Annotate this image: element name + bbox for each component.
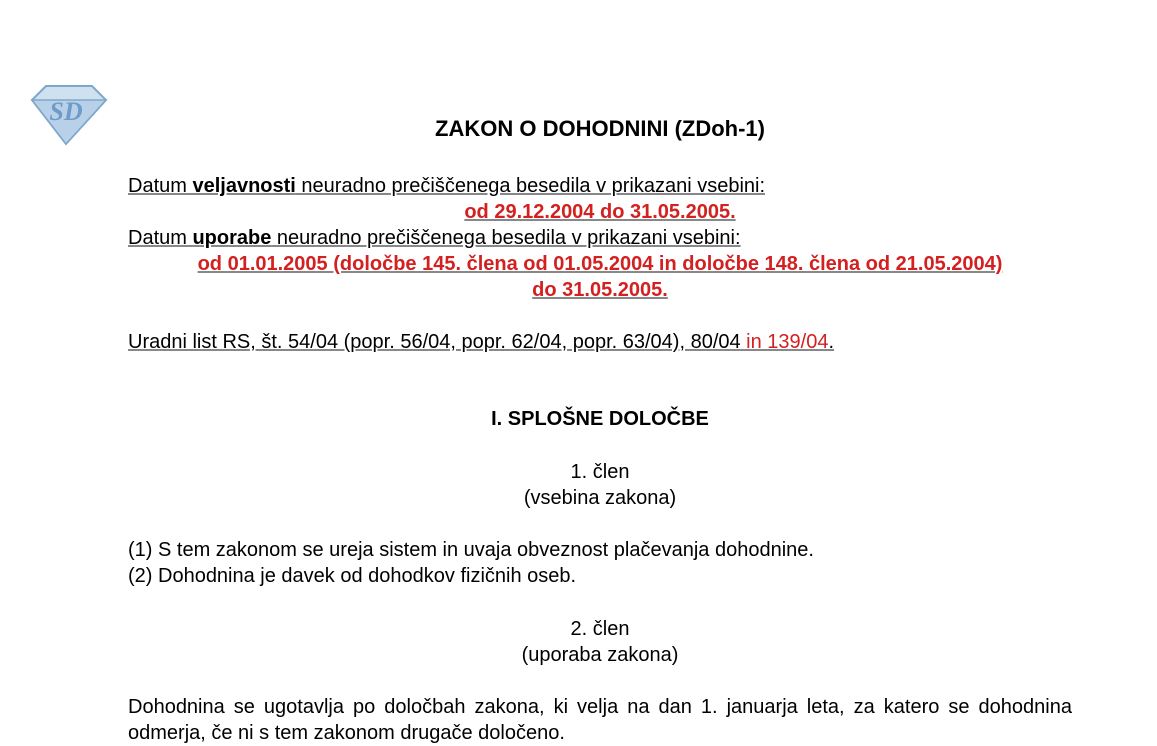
document-title: ZAKON O DOHODNINI (ZDoh-1) <box>435 116 765 141</box>
article1-paragraph1: (1) S tem zakonom se ureja sistem in uvaja obveznost plačevanja dohodnine. <box>128 539 814 561</box>
logo-text: SD <box>49 97 83 126</box>
validity-post: neuradno prečiščenega besedila v prikazani vsebini: <box>295 175 766 197</box>
article2-paragraph1: Dohodnina se ugotavlja po določbah zakona, ki velja na dan 1. januarja leta, za katero se dohodnina odmerja, če ni s tem zakonom drugače določeno. <box>128 696 1072 744</box>
gazette-line <box>128 329 834 355</box>
application-line <box>128 225 741 251</box>
section-heading: I. SPLOŠNE DOLOČBE <box>491 408 709 430</box>
validity-range-line <box>128 199 1072 225</box>
application-range-1: od 01.01.2005 (določbe 145. člena od 01.05.2004 in določbe 148. člena od 21.05.2004) <box>197 253 1003 275</box>
application-range-line2 <box>128 277 1072 303</box>
validity-range: od 29.12.2004 do 31.05.2005. <box>464 201 736 223</box>
application-post: neuradno prečiščenega besedila v prikazani vsebini: <box>271 227 741 249</box>
application-pre: Datum <box>128 227 193 249</box>
application-range-line1 <box>128 251 1072 277</box>
validity-bold: veljavnosti <box>192 175 296 197</box>
gazette-main: Uradni list RS, št. 54/04 (popr. 56/04, popr. 62/04, popr. 63/04), 80/04 <box>128 331 741 353</box>
article2-number: 2. člen <box>570 618 630 640</box>
validity-line <box>128 173 765 199</box>
gazette-red: in 139/04 <box>740 331 829 353</box>
validity-pre: Datum <box>128 175 193 197</box>
article1-number: 1. člen <box>570 461 630 483</box>
article2-subtitle: (uporaba zakona) <box>521 644 679 666</box>
gazette-end: . <box>828 331 835 353</box>
application-range-2: do 31.05.2005. <box>532 279 668 301</box>
article1-subtitle: (vsebina zakona) <box>523 487 677 509</box>
application-bold: uporabe <box>192 227 272 249</box>
article1-paragraph2: (2) Dohodnina je davek od dohodkov fizičnih oseb. <box>128 565 577 587</box>
